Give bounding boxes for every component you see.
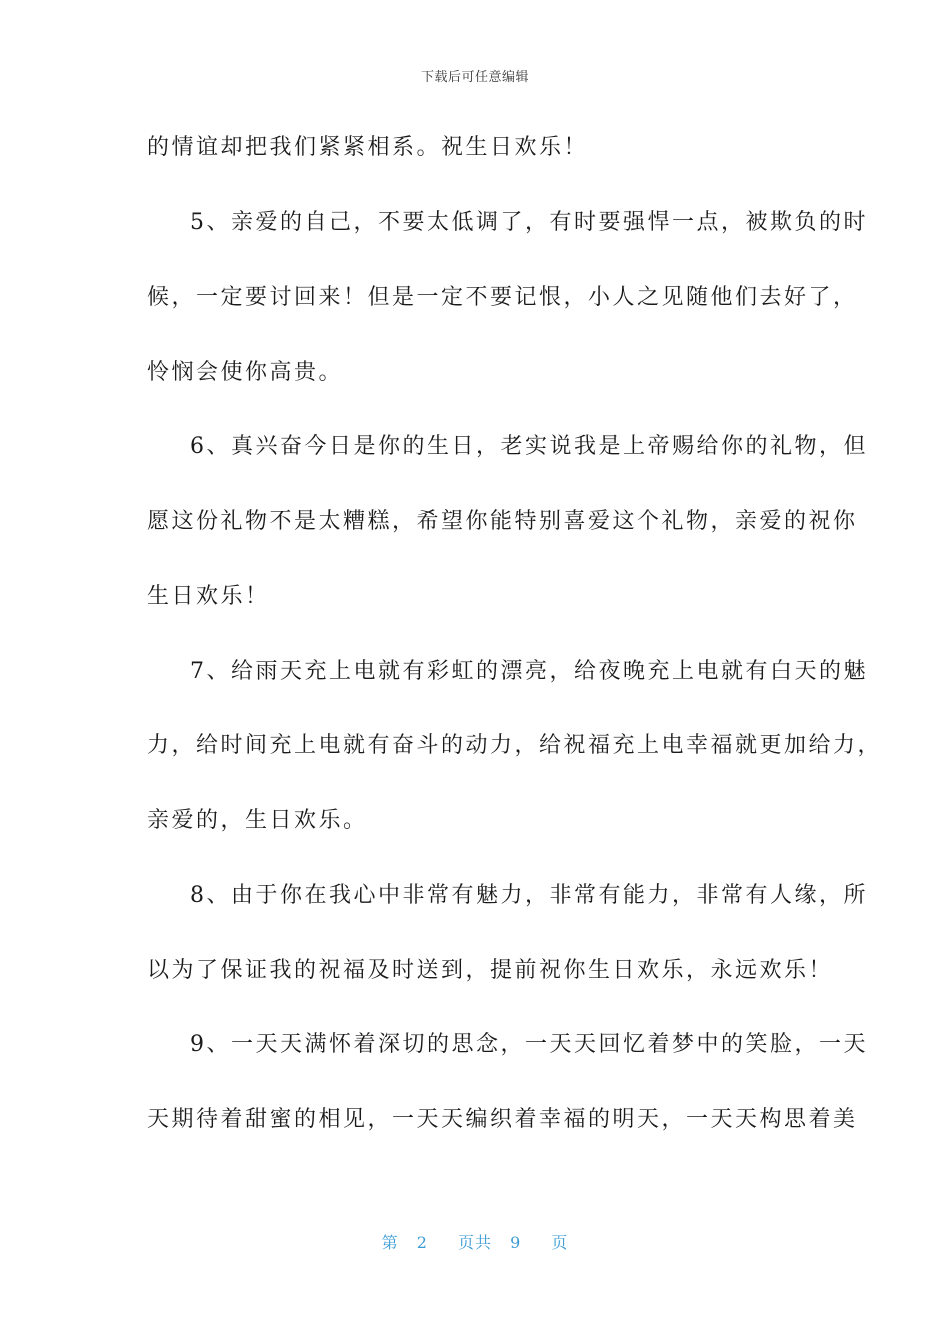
text-line: 怜悯会使你高贵。	[147, 360, 344, 385]
page-number-footer	[0, 1230, 950, 1253]
text-line: 生日欢乐！	[147, 584, 270, 609]
text-line: 的情谊却把我们紧紧相系。祝生日欢乐！	[147, 135, 589, 160]
text-line: 愿这份礼物不是太糟糕，希望你能特别喜爱这个礼物，亲爱的祝你	[147, 509, 858, 534]
text-line: 候，一定要讨回来！但是一定不要记恨，小人之见随他们去好了，	[147, 285, 858, 310]
text-line: 8、由于你在我心中非常有魅力，非常有能力，非常有人缘，所	[190, 883, 868, 908]
text-line: 亲爱的，生日欢乐。	[147, 808, 368, 833]
page-total: 9	[510, 1233, 522, 1252]
page-prefix: 第	[381, 1233, 399, 1252]
page-mid: 页共	[457, 1233, 492, 1252]
text-line: 6、真兴奋今日是你的生日，老实说我是上帝赐给你的礼物，但	[190, 434, 868, 459]
text-line: 以为了保证我的祝福及时送到，提前祝你生日欢乐，永远欢乐！	[147, 958, 834, 983]
text-line: 力，给时间充上电就有奋斗的动力，给祝福充上电幸福就更加给力，	[147, 733, 883, 758]
text-line: 5、亲爱的自己，不要太低调了，有时要强悍一点，被欺负的时	[190, 210, 868, 235]
page-current: 2	[416, 1233, 428, 1252]
text-line: 天期待着甜蜜的相见，一天天编织着幸福的明天，一天天构思着美	[147, 1107, 858, 1132]
text-line: 7、给雨天充上电就有彩虹的漂亮，给夜晚充上电就有白天的魅	[190, 659, 868, 684]
header-note: 下载后可任意编辑	[420, 70, 529, 85]
page-suffix: 页	[551, 1233, 569, 1252]
text-line: 9、一天天满怀着深切的思念，一天天回忆着梦中的笑脸，一天	[190, 1032, 868, 1057]
